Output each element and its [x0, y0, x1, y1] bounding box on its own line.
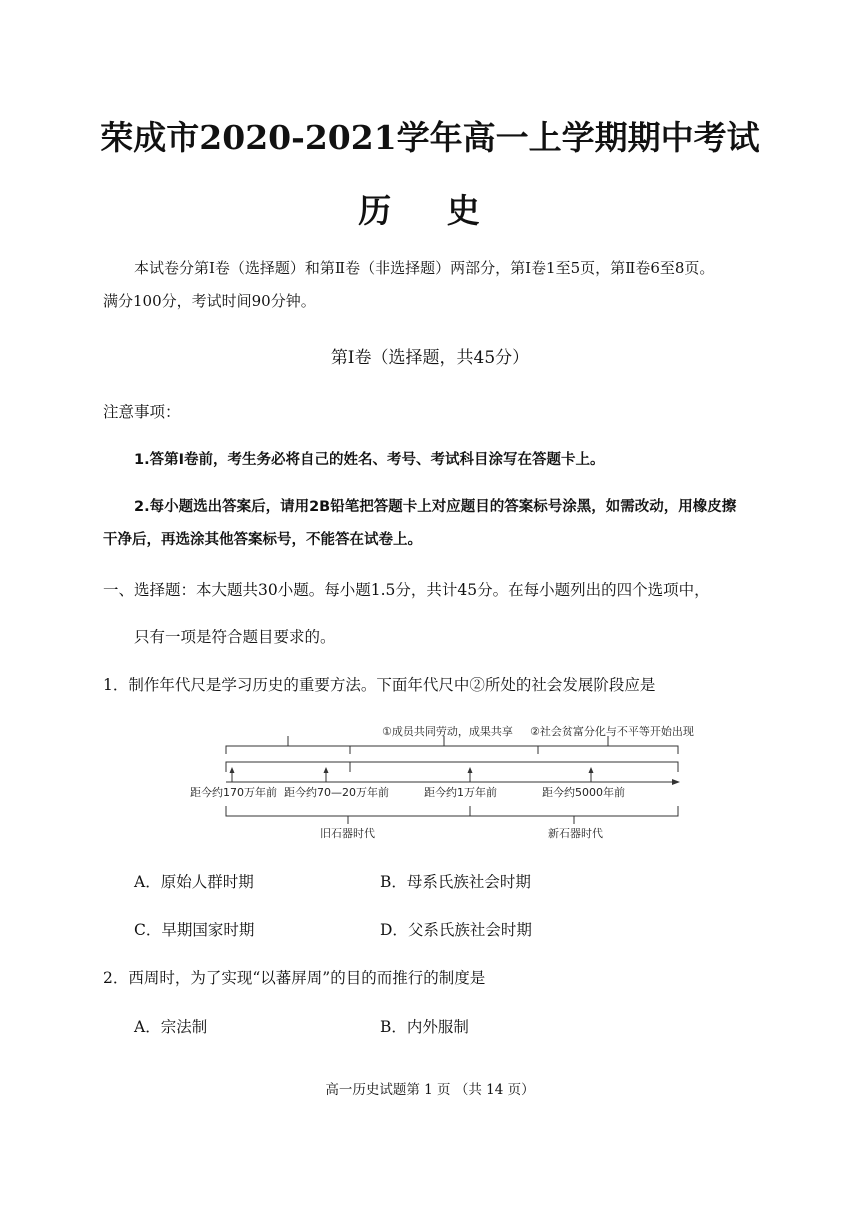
era-label-2: 新石器时代: [548, 827, 603, 840]
question-2-option-b[interactable]: B．内外服制: [380, 1018, 469, 1036]
tick-label-2: 距今约70—20万年前: [284, 786, 389, 799]
question-2-stem: 2．西周时，为了实现“以蕃屏周”的目的而推行的制度是: [103, 969, 486, 987]
question-1-option-d[interactable]: D．父系氏族社会时期: [380, 921, 532, 939]
timeline-label-2: ②社会贫富分化与不平等开始出现: [530, 725, 694, 738]
timeline-figure: [186, 718, 696, 843]
bracket-2: [538, 746, 678, 754]
notes-heading: 注意事项：: [103, 403, 181, 421]
part1-instruction-line-2: 只有一项是符合题目要求的。: [134, 628, 336, 646]
intro-line-1: 本试卷分第Ⅰ卷（选择题）和第Ⅱ卷（非选择题）两部分，第Ⅰ卷1至5页，第Ⅱ卷6至8页。: [134, 259, 715, 277]
question-2-option-a[interactable]: A．宗法制: [134, 1018, 208, 1036]
part1-instruction-line-1: 一、选择题：本大题共30小题。每小题1.5分，共计45分。在每小题列出的四个选项中，: [103, 581, 710, 599]
era-label-1: 旧石器时代: [320, 827, 375, 840]
question-1-option-c[interactable]: C．早期国家时期: [134, 921, 255, 939]
tick-label-1: 距今约170万年前: [190, 786, 277, 799]
notes-item-2-line-1: 2.每小题选出答案后，请用2B铅笔把答题卡上对应题目的答案标号涂黑，如需改动，用橡皮擦: [134, 499, 737, 515]
subject-title: 历 史: [358, 191, 502, 230]
bracket-blank: [226, 746, 350, 754]
timeline-label-1: ①成员共同劳动，成果共享: [382, 725, 513, 738]
bracket-1: [350, 746, 538, 754]
tick-label-3: 距今约1万年前: [424, 786, 497, 799]
notes-item-2-line-2: 干净后，再选涂其他答案标号，不能答在试卷上。: [103, 532, 422, 548]
tick-label-4: 距今约5000年前: [542, 786, 625, 799]
question-1-option-a[interactable]: A．原始人群时期: [134, 873, 254, 891]
page-footer: 高一历史试题第 1 页 （共 14 页）: [325, 1082, 535, 1098]
intro-line-2: 满分100分，考试时间90分钟。: [103, 292, 316, 310]
question-1-option-b[interactable]: B．母系氏族社会时期: [380, 873, 531, 891]
exam-title: 荣成市2020-2021学年高一上学期期中考试: [100, 118, 760, 157]
section-title: 第Ⅰ卷（选择题，共45分）: [330, 348, 530, 368]
notes-item-1: 1.答第Ⅰ卷前，考生务必将自己的姓名、考号、考试科目涂写在答题卡上。: [134, 452, 605, 468]
question-1-stem: 1．制作年代尺是学习历史的重要方法。下面年代尺中②所处的社会发展阶段应是: [103, 676, 656, 694]
